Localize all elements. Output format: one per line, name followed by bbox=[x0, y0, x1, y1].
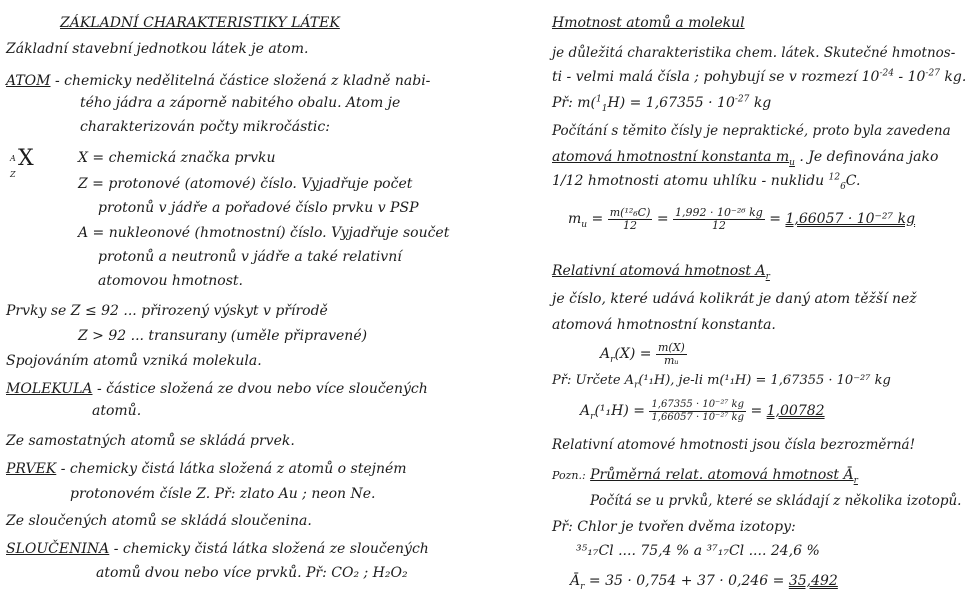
relative-mass-line-1: je číslo, které udává kolikrát je daný atom těžší než bbox=[552, 291, 917, 307]
z-definition-1: Z = protonové (atomové) číslo. Vyjadřuje počet bbox=[78, 176, 413, 192]
average-mass-note: Pozn.: Průměrná relat. atomová hmotnost $Ā_r$ bbox=[552, 467, 858, 486]
symbol-element: X bbox=[18, 146, 34, 171]
element-intro: Ze samostatných atomů se skládá prvek. bbox=[6, 433, 295, 449]
compound-term: SLOUČENINA bbox=[6, 541, 110, 557]
x-definition: X = chemická značka prvku bbox=[78, 150, 276, 166]
chlorine-result: $Ā_r = 35 \cdot 0,754 + 37 \cdot 0,246 = 35,492$ bbox=[570, 573, 838, 592]
ar-example-result: 1,00782 bbox=[766, 403, 825, 419]
chlorine-isotopes: ³⁵₁₇Cl .... 75,4 % a ³⁷₁₇Cl .... 24,6 % bbox=[576, 543, 820, 559]
mu-fraction-1: $\frac{\text{m(¹²₆C)}}{12}$ bbox=[609, 205, 651, 232]
right-page bbox=[540, 0, 966, 605]
element-term: PRVEK bbox=[6, 461, 57, 477]
average-mass-line-2: Počítá se u prvků, které se skládají z několika izotopů. bbox=[590, 493, 962, 509]
element-definition: PRVEK - chemicky čistá látka složená z atomů o stejném bbox=[6, 461, 407, 477]
mass-line-2: ti - velmi malá čísla ; pohybují se v rozmezí $10^{-24} - 10^{-27}$ kg. bbox=[552, 68, 966, 85]
prvky-transuranium: Z > 92 ... transurany (uměle připravené) bbox=[78, 328, 368, 344]
ar-example-calc: $A_r(^1_1H)$ = $\frac{\text{1,67355 · 10⁻²⁷ kg}}{\text{1,66057 · 10⁻²⁷ kg}}$ = 1,00782 bbox=[580, 398, 825, 423]
molecule-term: MOLEKULA bbox=[6, 381, 93, 397]
z-definition-2: protonů v jádře a pořadové číslo prvku v PSP bbox=[98, 200, 419, 216]
a-definition-1: A = nukleonové (hmotnostní) číslo. Vyjadřuje součet bbox=[78, 225, 450, 241]
ar-example-line-1: Př: Určete $A_r(^1_1H)$, je-li m(¹₁H) = 1,67355 · 10⁻²⁷ kg bbox=[552, 373, 891, 391]
mu-fraction-2: $\frac{\text{1,992 · 10⁻²⁶ kg}}{12}$ bbox=[675, 205, 763, 232]
mass-example: Př: $m(^1_1H) = 1,67355 \cdot 10^{-27}$ kg bbox=[552, 94, 772, 114]
relative-mass-line-2: atomová hmotnostní konstanta. bbox=[552, 317, 776, 333]
relative-mass-title: Relativní atomová hmotnost $A_r$ bbox=[552, 263, 770, 282]
compound-definition: SLOUČENINA - chemicky čistá látka složená ze sloučených bbox=[6, 541, 429, 557]
atom-term: ATOM bbox=[6, 73, 51, 89]
mass-section-title: Hmotnost atomů a molekul bbox=[552, 15, 745, 31]
chlorine-example-1: Př: Chlor je tvořen dvěma izotopy: bbox=[552, 519, 796, 535]
mass-line-1: je důležitá charakteristika chem. látek. Skutečné hmotnos- bbox=[552, 45, 956, 61]
mass-line-5: atomová hmotnostní konstanta $m_u$ . Je definována jako bbox=[552, 149, 939, 168]
ar-formula: $A_r(X)$ = $\frac{m(X)}{\text{mᵤ}}$ bbox=[600, 340, 685, 367]
element-def-line-2: protonovém čísle Z. Př: zlato Au ; neon Ne. bbox=[70, 486, 376, 502]
mu-result: 1,66057 · 10⁻²⁷ kg bbox=[785, 211, 916, 227]
a-definition-3: atomovou hmotnost. bbox=[98, 273, 243, 289]
atom-def-line-2: tého jádra a záporně nabitého obalu. Atom je bbox=[80, 95, 401, 111]
page-title: ZÁKLADNÍ CHARAKTERISTIKY LÁTEK bbox=[60, 15, 340, 31]
symbol-proton-number: Z bbox=[10, 170, 16, 179]
ar-fraction: $\frac{m(X)}{\text{mᵤ}}$ bbox=[657, 340, 685, 367]
mass-line-4: Počítání s těmito čísly je nepraktické, proto byla zavedena bbox=[552, 123, 951, 139]
molecule-definition: MOLEKULA - částice složená ze dvou nebo více sloučených bbox=[6, 381, 428, 397]
molecule-intro: Spojováním atomů vzniká molekula. bbox=[6, 353, 262, 369]
atom-def-line-3: charakterizován počty mikročástic: bbox=[80, 119, 330, 135]
mass-line-6: 1/12 hmotnosti atomu uhlíku - nuklidu $^{12}_6$C. bbox=[552, 172, 861, 192]
molecule-def-line-2: atomů. bbox=[92, 403, 142, 419]
symbol-mass-number: A bbox=[10, 154, 16, 163]
compound-def-line-2: atomů dvou nebo více prvků. Př: CO₂ ; H₂O₂ bbox=[96, 565, 408, 581]
compound-intro: Ze sloučených atomů se skládá sloučenina. bbox=[6, 513, 312, 529]
mu-equation: $m_u$ = $\frac{\text{m(¹²₆C)}}{12}$ = $\frac{\text{1,992 · 10⁻²⁶ kg}}{12}$ = 1,66057 · 10⁻²⁷ kg bbox=[568, 205, 916, 232]
atom-definition: ATOM - chemicky nedělitelná částice složená z kladně nabi- bbox=[6, 73, 431, 89]
ar-example-fraction: $\frac{\text{1,67355 · 10⁻²⁷ kg}}{\text{1,66057 · 10⁻²⁷ kg}}$ bbox=[651, 398, 744, 423]
dimensionless-note: Relativní atomové hmotnosti jsou čísla bezrozměrná! bbox=[552, 437, 916, 453]
prvky-natural: Prvky se Z ≤ 92 ... přirozený výskyt v přírodě bbox=[6, 303, 328, 319]
a-definition-2: protonů a neutronů v jádře a také relativní bbox=[98, 249, 402, 265]
intro-text: Základní stavební jednotkou látek je atom. bbox=[6, 41, 309, 57]
